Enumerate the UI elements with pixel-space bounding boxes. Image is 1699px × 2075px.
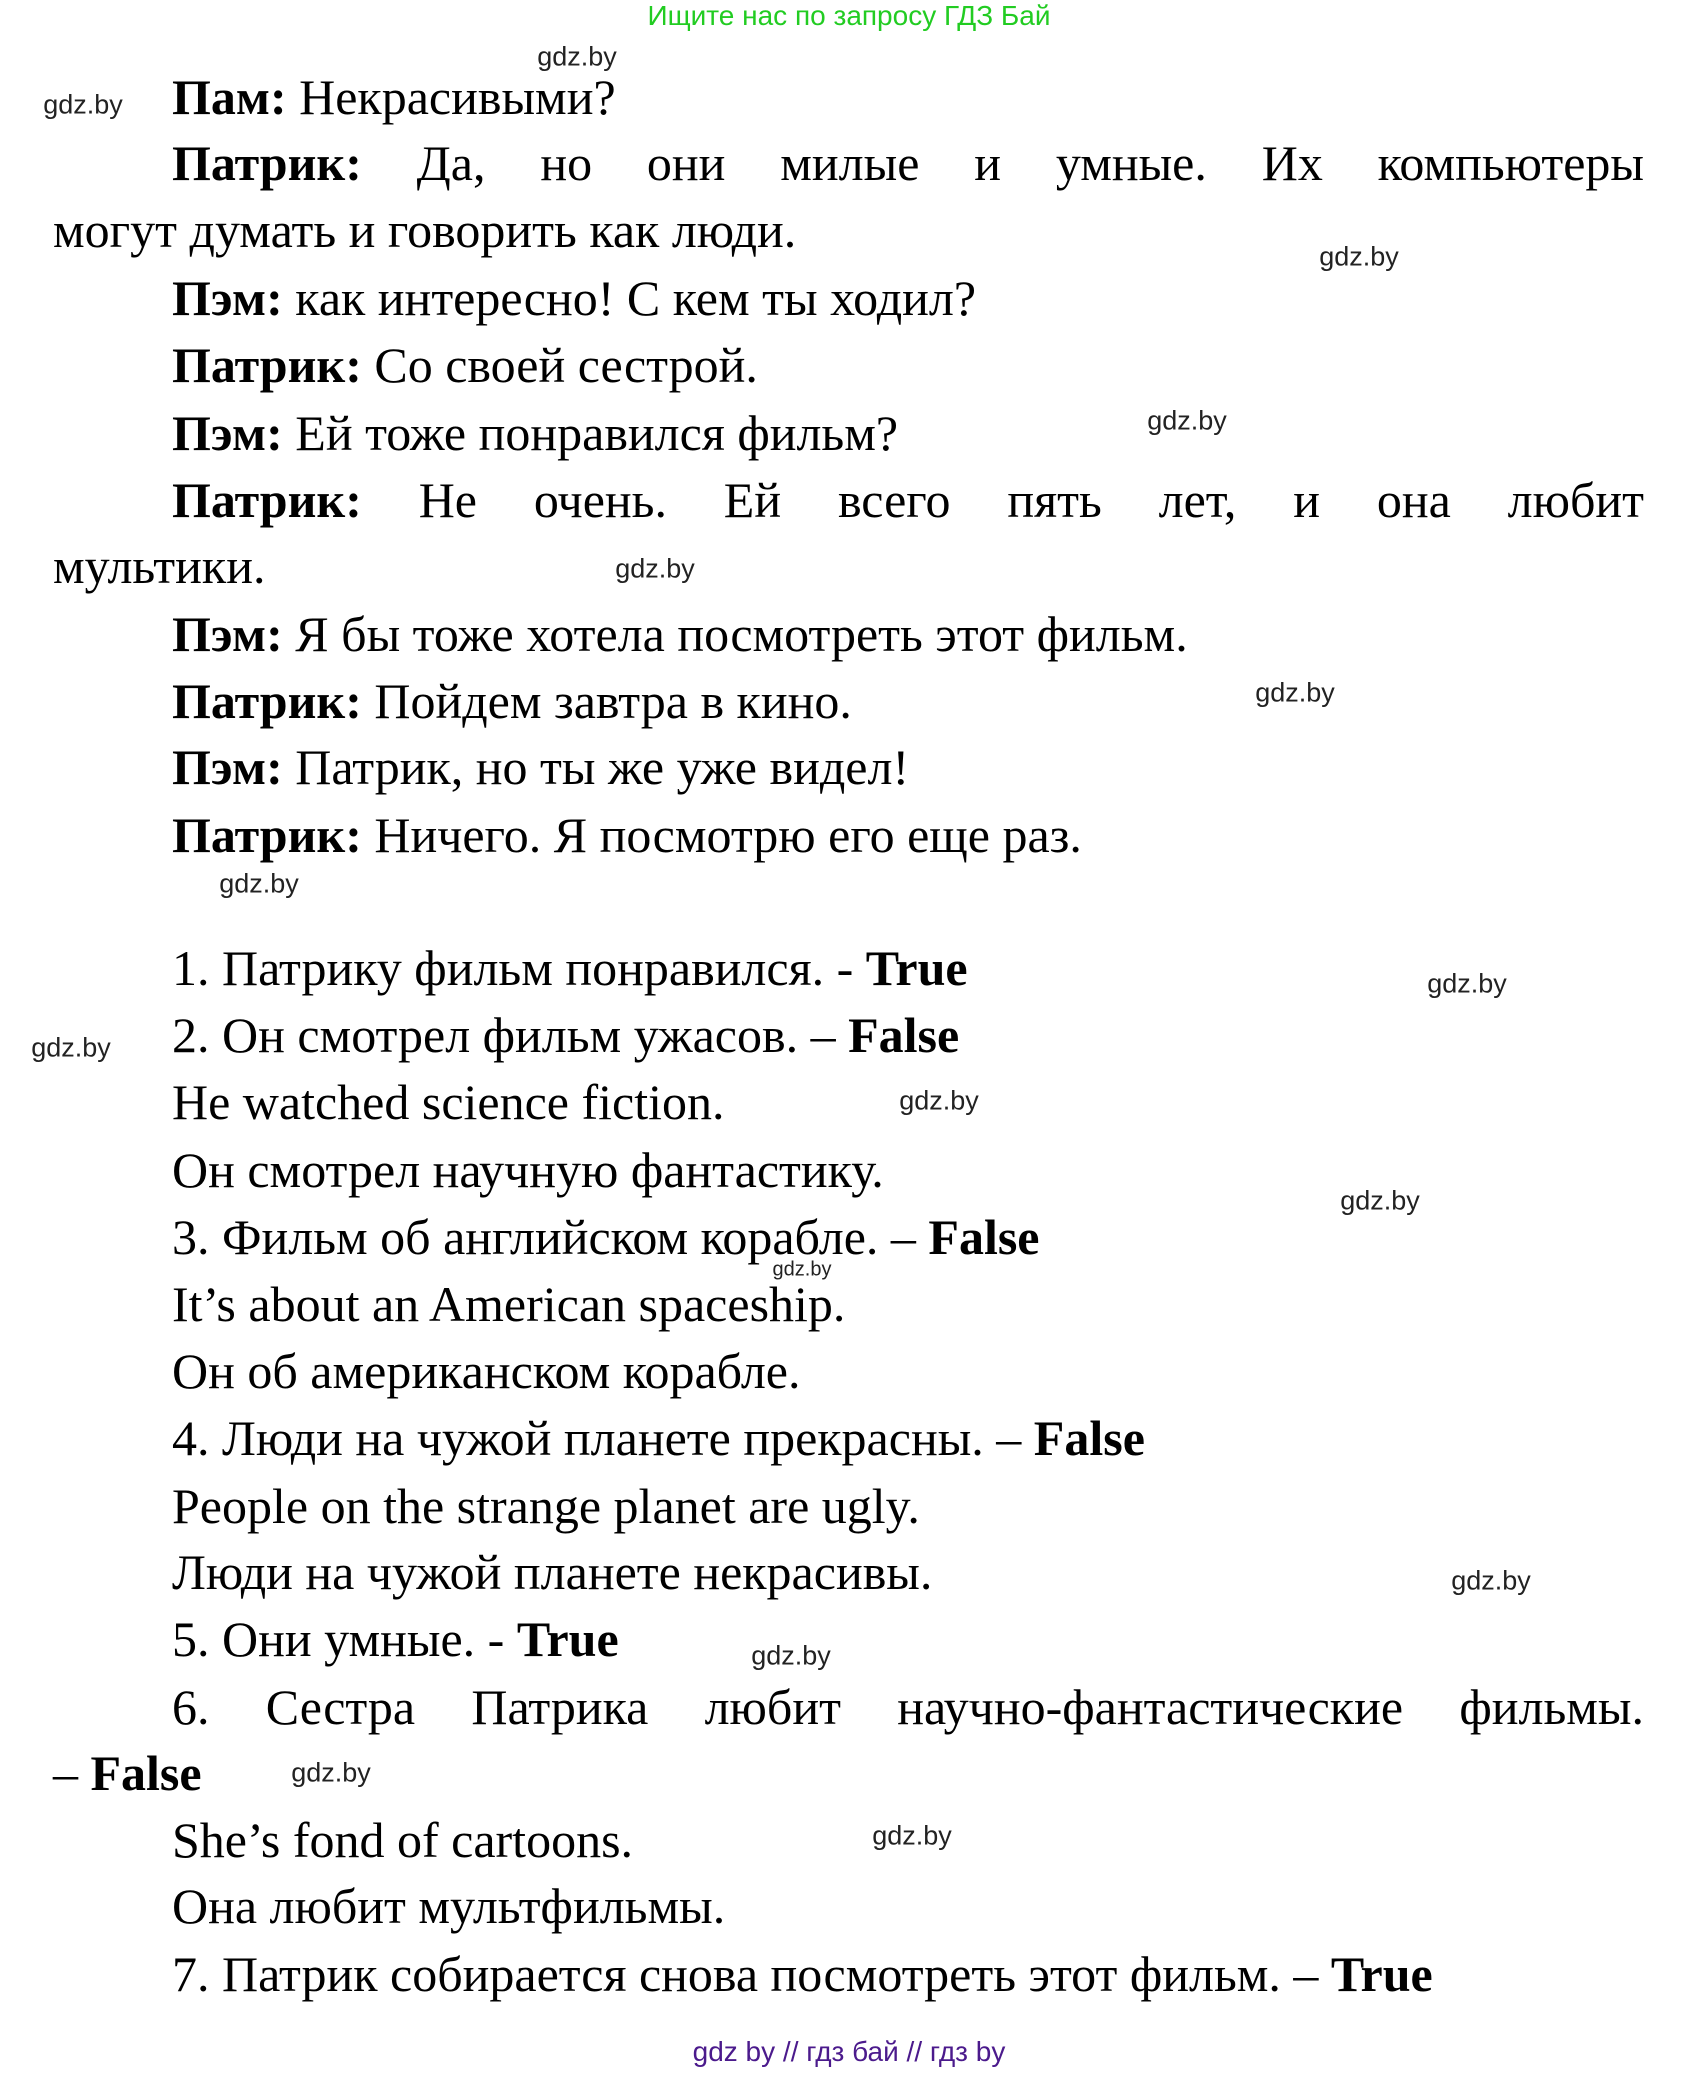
line-text: Не очень. Ей всего пять лет, и она любит [361,472,1644,528]
watermark: gdz.by [772,1258,832,1281]
speaker: Патрик: [172,807,362,863]
answer-explanation: Люди на чужой планете некрасивы. [172,1544,933,1600]
answer-statement [172,934,968,1002]
watermark: gdz.by [751,1640,831,1671]
statement-text: 1. Патрику фильм понравился. - [172,940,866,996]
verdict: False [90,1745,202,1801]
watermark: gdz.by [1147,405,1227,436]
watermark: gdz.by [31,1032,111,1063]
statement-text: 7. Патрик собирается снова посмотреть этот фильм. – [172,1946,1331,2002]
dialogue-line [172,667,852,735]
answer-explanation: Она любит мультфильмы. [172,1878,726,1934]
watermark: gdz.by [1255,677,1335,708]
dialogue-line [172,129,1644,197]
verdict: False [848,1007,960,1063]
answer-statement [172,1203,1040,1271]
answer-explanation: Он об американском корабле. [172,1343,801,1399]
speaker: Пэм: [172,606,283,662]
line-text: Пойдем завтра в кино. [361,673,852,729]
speaker: Патрик: [172,135,362,191]
speaker: Пэм: [172,405,283,461]
speaker: Патрик: [172,472,362,528]
answer-explanation: It’s about an American spaceship. [172,1276,846,1332]
answer-statement [172,1404,1145,1472]
line-text: Ничего. Я посмотрю его еще раз. [361,807,1082,863]
dialogue-line-continuation: мультики. [53,538,266,594]
dialogue-line [172,63,616,131]
search-banner: Ищите нас по запросу ГДЗ Бай [647,0,1051,31]
watermark: gdz.by [615,553,695,584]
dialogue-line [172,331,758,399]
dash: – [53,1745,91,1801]
dialogue-line [172,600,1188,668]
line-text: как интересно! С кем ты ходил? [282,270,977,326]
verdict: True [516,1611,619,1667]
verdict: True [1330,1946,1433,2002]
answer-verdict-line [53,1739,202,1807]
dialogue-line [172,399,898,467]
line-text: Ей тоже понравился фильм? [282,405,899,461]
statement-text: 5. Они умные. - [172,1611,517,1667]
answer-statement [172,1001,959,1069]
line-text: Патрик, но ты же уже видел! [282,739,910,795]
footer-links: gdz by // гдз бай // гдз by [692,2036,1006,2067]
dialogue-line [172,264,976,332]
watermark: gdz.by [43,89,123,120]
line-text: Некрасивыми? [286,69,616,125]
answer-explanation: People on the strange planet are ugly. [172,1478,920,1534]
verdict: True [865,940,968,996]
statement-text: 2. Он смотрел фильм ужасов. – [172,1007,849,1063]
dialogue-line [172,466,1644,534]
speaker: Пэм: [172,270,283,326]
speaker: Пэм: [172,739,283,795]
answer-explanation: She’s fond of cartoons. [172,1812,634,1868]
answer-statement [172,1940,1433,2008]
line-text: Со своей сестрой. [361,337,758,393]
watermark: gdz.by [899,1085,979,1116]
answer-statement [172,1605,619,1673]
watermark: gdz.by [537,41,617,72]
statement-text: 3. Фильм об английском корабле. – [172,1209,929,1265]
watermark: gdz.by [1451,1565,1531,1596]
watermark: gdz.by [291,1757,371,1788]
speaker: Патрик: [172,337,362,393]
watermark: gdz.by [1319,241,1399,272]
dialogue-line-continuation: могут думать и говорить как люди. [53,202,797,258]
line-text: Да, но они милые и умные. Их компьютеры [361,135,1644,191]
watermark: gdz.by [219,868,299,899]
dialogue-line [172,801,1082,869]
answer-explanation: He watched science fiction. [172,1074,725,1130]
statement-text: 4. Люди на чужой планете прекрасны. – [172,1410,1034,1466]
line-text: Я бы тоже хотела посмотреть этот фильм. [282,606,1188,662]
verdict: False [928,1209,1040,1265]
watermark: gdz.by [1340,1185,1420,1216]
speaker: Патрик: [172,673,362,729]
watermark: gdz.by [1427,968,1507,999]
speaker: Пам: [172,69,287,125]
answer-explanation: Он смотрел научную фантастику. [172,1142,884,1198]
watermark: gdz.by [872,1820,952,1851]
verdict: False [1033,1410,1145,1466]
answer-statement: 6. Сестра Патрика любит научно-фантастические фильмы. [172,1679,1644,1735]
dialogue-line [172,733,909,801]
